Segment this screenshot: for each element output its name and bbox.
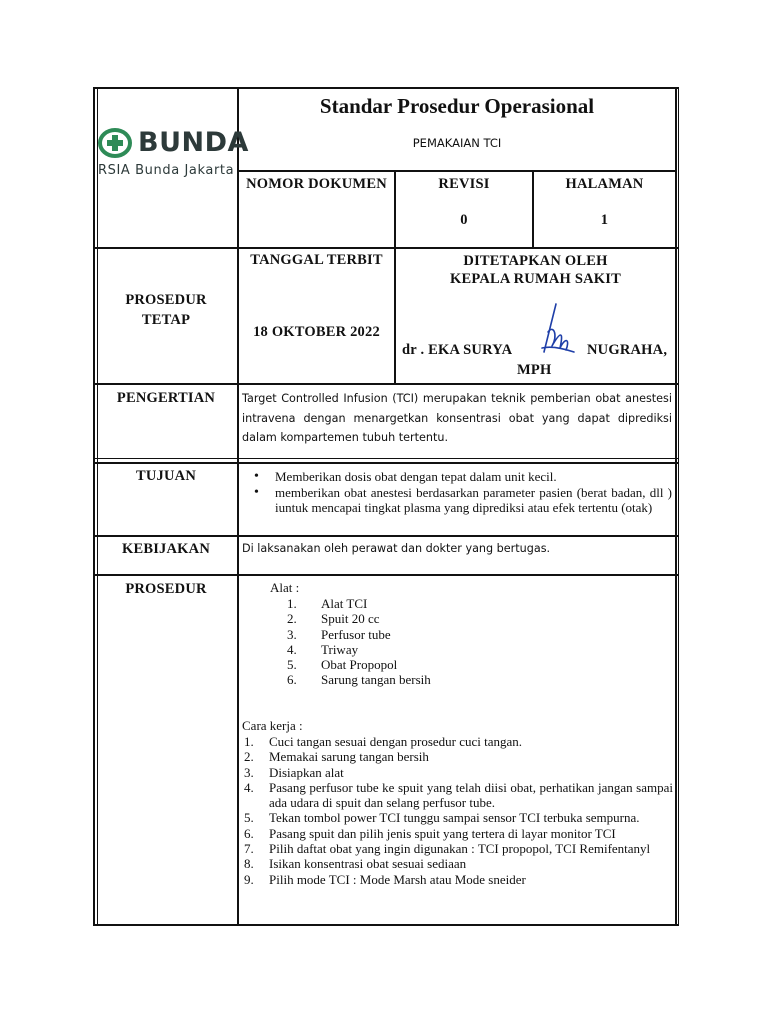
alat-list [287, 596, 667, 688]
signer-name-part3: MPH [517, 362, 552, 378]
cara-kerja-item: 7. Pilih daftat obat yang ingin digunakan : TCI propopol, TCI Remifentanyl [244, 841, 651, 857]
tujuan-label: TUJUAN [135, 468, 196, 484]
cara-kerja-item: 9. Pilih mode TCI : Mode Marsh atau Mode sneider [244, 871, 526, 887]
alat-item: 2. Spuit 20 cc [287, 611, 380, 627]
document-subtitle: PEMAKAIAN TCI [412, 136, 502, 150]
cara-kerja-item: 3. Disiapkan alat [244, 764, 344, 780]
signer-name-part2: NUGRAHA, [587, 342, 668, 358]
ditetapkan-line2: KEPALA RUMAH SAKIT [450, 271, 621, 287]
ditetapkan-oleh [396, 252, 675, 288]
cara-kerja-item: 4. Pasang perfusor tube ke spuit yang telah diisi obat, perhatikan jangan sampai ada udara di spuit dan selang perfusor tube. [244, 779, 673, 811]
cara-kerja-item: 8. Isikan konsentrasi obat sesuai sediaan [244, 856, 467, 872]
halaman-value: 1 [600, 212, 609, 228]
tujuan-list [242, 469, 672, 516]
tujuan-item: • memberikan obat anestesi berdasarkan parameter pasien (berat badan, dll ) iuntuk mencapai tingkat plasma yang diprediksi atau efek tertentu (otak) [242, 485, 672, 516]
tanggal-terbit-label: TANGGAL TERBIT [250, 252, 383, 268]
alat-item: 3. Perfusor tube [287, 626, 391, 642]
cara-kerja-item: 2. Memakai sarung tangan bersih [244, 749, 429, 765]
prosedur-tetap-label [95, 290, 237, 330]
prosedur-tetap-line2: TETAP [141, 312, 191, 328]
cara-kerja-item: 1. Cuci tangan sesuai dengan prosedur cuci tangan. [244, 734, 523, 749]
signer-name-part1: dr . EKA SURYA [402, 342, 513, 358]
medical-cross-icon [98, 128, 132, 158]
cara-kerja-item: 5. Tekan tombol power TCI tunggu sampai sensor TCI terbuka sempurna. [244, 810, 640, 826]
hospital-logo [98, 124, 249, 184]
prosedur-label: PROSEDUR [125, 581, 207, 597]
ditetapkan-line1: DITETAPKAN OLEH [463, 253, 608, 269]
pengertian-text: Target Controlled Infusion (TCI) merupakan teknik pemberian obat anestesi intravena dengan menargetkan konsentrasi obat yang dapat diprediksi dalam kompartemen tubuh tertentu. [242, 392, 672, 444]
tanggal-terbit-value: 18 OKTOBER 2022 [253, 324, 380, 340]
alat-item: 5. Obat Propopol [287, 657, 398, 673]
alat-item: 6. Sarung tangan bersih [287, 672, 431, 688]
halaman-label: HALAMAN [565, 176, 644, 192]
kebijakan-text: Di laksanakan oleh perawat dan dokter yang bertugas. [242, 542, 551, 555]
kebijakan-label: KEBIJAKAN [121, 541, 210, 557]
tujuan-item: • Memberikan dosis obat dengan tepat dalam unit kecil. [242, 469, 672, 485]
nomor-dokumen-label: NOMOR DOKUMEN [246, 176, 387, 192]
logo-text: BUNDA [138, 127, 249, 158]
prosedur-tetap-line1: PROSEDUR [125, 292, 207, 308]
alat-item: 1. Alat TCI [287, 596, 368, 611]
alat-item: 4. Triway [287, 641, 359, 657]
document-title: Standar Prosedur Operasional [319, 94, 595, 118]
pengertian-label: PENGERTIAN [116, 390, 216, 406]
alat-heading: Alat : [270, 580, 300, 595]
revisi-label: REVISI [438, 176, 490, 192]
revisi-value: 0 [460, 212, 468, 228]
cara-kerja-heading: Cara kerja : [242, 718, 303, 733]
cara-kerja-list [244, 734, 673, 887]
signature-icon [534, 302, 578, 360]
logo-subtitle: RSIA Bunda Jakarta [98, 163, 235, 178]
cara-kerja-item: 6. Pasang spuit dan pilih jenis spuit yang tertera di layar monitor TCI [244, 825, 616, 841]
